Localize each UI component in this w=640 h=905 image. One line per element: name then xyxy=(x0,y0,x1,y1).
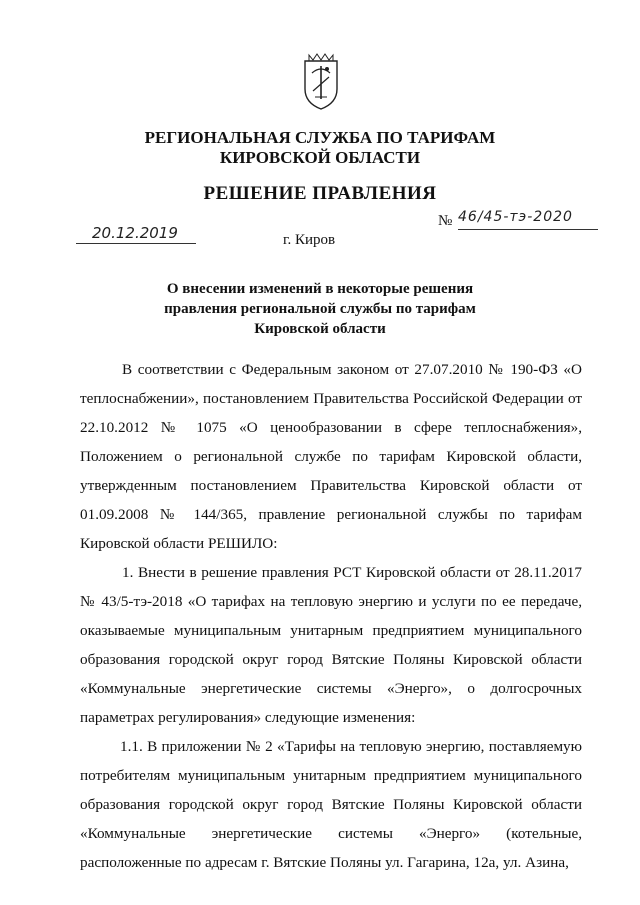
preamble-paragraph: В соответствии с Федеральным законом от 27.07.2010 № 190-ФЗ «О теплоснабжении», постановлением Правительства Российской Федерации от 22.10.2012 № 1075 «О ценообразовании в сфере теплоснабжения», Положением о региональной службе по тарифам Кировской области, утвержденным постановлением Правительства Кировской области от 01.09.2008 № 144/365, правление региональной службы по тарифам Кировской области РЕШИЛО: xyxy=(80,361,582,552)
handwritten-date: 20.12.2019 xyxy=(92,224,178,242)
org-line-2: КИРОВСКОЙ ОБЛАСТИ xyxy=(219,148,421,167)
document-subject xyxy=(150,279,490,339)
organization-name xyxy=(0,128,640,168)
subject-line-2: правления региональной службы по тарифам xyxy=(164,301,476,317)
document-date xyxy=(76,222,196,244)
number-underline xyxy=(458,229,598,230)
item-1-paragraph: 1. Внести в решение правления РСТ Кировской области от 28.11.2017 № 43/5-тэ-2018 «О тарифах на тепловую энергию и услуги по ее передаче, оказываемые муниципальным унитарным предприятием муниципального образования городской округ город Вятские Поляны Кировской области «Коммунальные энергетические системы «Энерго», о долгосрочных параметрах регулирования» следующие изменения: xyxy=(80,564,582,726)
item-1-1-paragraph: 1.1. В приложении № 2 «Тарифы на тепловую энергию, поставляемую потребителям муниципальным унитарным предприятием муниципального образования городской округ город Вятские Поляны Кировской области «Коммунальные энергетические системы «Энерго» (котельные, расположенные по адресам г. Вятские Поляны ул. Гагарина, 12а, ул. Азина, xyxy=(80,738,582,871)
subject-line-3: Кировской области xyxy=(254,321,386,337)
subject-line-1: О внесении изменений в некоторые решения xyxy=(166,281,474,297)
document-type: РЕШЕНИЕ ПРАВЛЕНИЯ xyxy=(203,183,437,204)
number-sign: № xyxy=(438,213,453,229)
document-body xyxy=(80,355,582,877)
kirov-coat-of-arms-icon xyxy=(301,51,341,111)
date-underline xyxy=(76,243,196,244)
org-line-1: РЕГИОНАЛЬНАЯ СЛУЖБА ПО ТАРИФАМ xyxy=(144,128,496,147)
document-number xyxy=(438,206,598,230)
city: г. Киров xyxy=(283,232,336,248)
handwritten-number: 46/45-тэ-2020 xyxy=(458,209,573,225)
